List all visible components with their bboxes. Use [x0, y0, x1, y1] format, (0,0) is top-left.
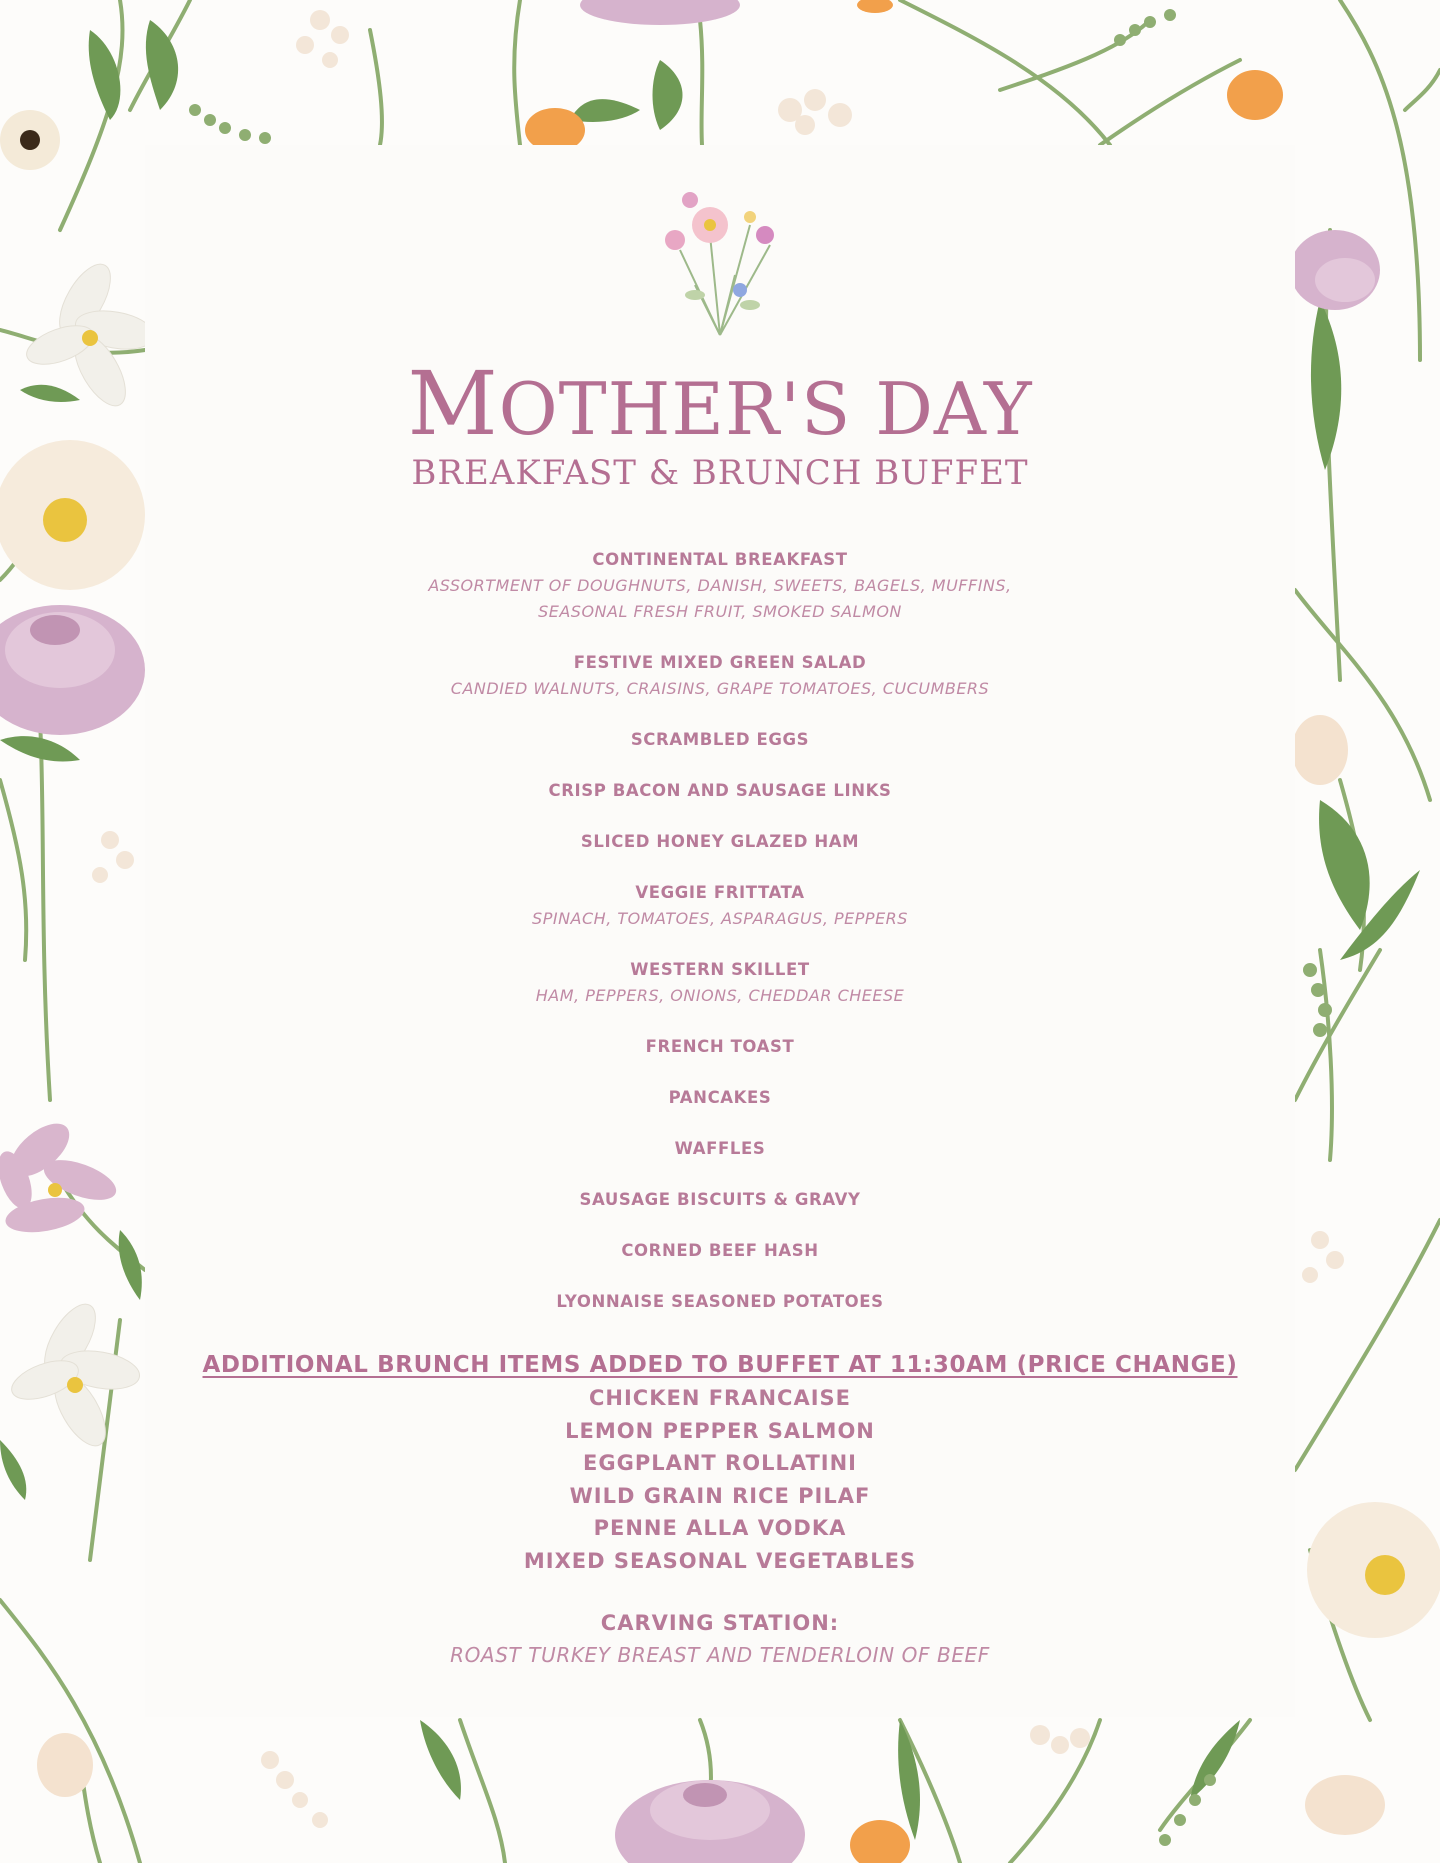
menu-card: [145, 145, 1295, 1717]
menu-item-name: SAUSAGE BISCUITS & GRAVY: [579, 1190, 861, 1209]
menu-item-name: CORNED BEEF HASH: [621, 1241, 819, 1260]
menu-item: [145, 778, 1295, 804]
additional-item: CHICKEN FRANCAISE: [588, 1386, 851, 1410]
menu-item: [145, 547, 1295, 625]
menu-list: [145, 547, 1295, 1340]
carving-station-heading: CARVING STATION:: [600, 1611, 840, 1635]
menu-item: [145, 1034, 1295, 1060]
menu-item-description: HAM, PEPPERS, ONIONS, CHEDDAR CHEESE: [535, 986, 905, 1005]
bouquet-illustration: [640, 175, 800, 340]
menu-item-name: LYONNAISE SEASONED POTATOES: [556, 1292, 884, 1311]
menu-item-name: PANCAKES: [668, 1088, 772, 1107]
additional-items-heading: ADDITIONAL BRUNCH ITEMS ADDED TO BUFFET AT 11:30AM (PRICE CHANGE): [202, 1352, 1238, 1378]
page-title: MOTHER'S DAY: [407, 352, 1033, 455]
additional-items-section: [145, 1348, 1295, 1577]
menu-item: [145, 1136, 1295, 1162]
menu-item-name: WESTERN SKILLET: [630, 960, 810, 979]
menu-item-name: SCRAMBLED EGGS: [630, 730, 810, 749]
menu-item-name: VEGGIE FRITTATA: [635, 883, 805, 902]
menu-item: [145, 1238, 1295, 1264]
menu-item-name: FRENCH TOAST: [645, 1037, 795, 1056]
carving-station-description: ROAST TURKEY BREAST AND TENDERLOIN OF BEEF: [450, 1643, 990, 1667]
menu-item: [145, 1289, 1295, 1315]
additional-item: EGGPLANT ROLLATINI: [583, 1451, 857, 1475]
menu-item: [145, 880, 1295, 932]
menu-item-description: SEASONAL FRESH FRUIT, SMOKED SALMON: [538, 602, 902, 621]
menu-item-description: CANDIED WALNUTS, CRAISINS, GRAPE TOMATOES, CUCUMBERS: [450, 679, 990, 698]
menu-item: [145, 829, 1295, 855]
menu-item: [145, 1085, 1295, 1111]
menu-item-name: FESTIVE MIXED GREEN SALAD: [573, 653, 867, 672]
additional-item: PENNE ALLA VODKA: [593, 1516, 847, 1540]
menu-item-description: SPINACH, TOMATOES, ASPARAGUS, PEPPERS: [532, 909, 908, 928]
menu-item-name: CRISP BACON AND SAUSAGE LINKS: [548, 781, 892, 800]
carving-station-section: [145, 1607, 1295, 1671]
menu-item: [145, 650, 1295, 702]
menu-item-name: CONTINENTAL BREAKFAST: [592, 550, 848, 569]
additional-item: LEMON PEPPER SALMON: [565, 1418, 875, 1443]
page-subtitle: BREAKFAST & BRUNCH BUFFET: [411, 453, 1029, 493]
menu-item: [145, 727, 1295, 753]
additional-item: WILD GRAIN RICE PILAF: [569, 1483, 871, 1508]
additional-item: MIXED SEASONAL VEGETABLES: [523, 1548, 917, 1573]
menu-item-name: SLICED HONEY GLAZED HAM: [580, 832, 860, 851]
menu-item-name: WAFFLES: [674, 1139, 766, 1158]
menu-item: [145, 957, 1295, 1009]
menu-item-description: ASSORTMENT OF DOUGHNUTS, DANISH, SWEETS, BAGELS, MUFFINS,: [428, 576, 1012, 595]
menu-item: [145, 1187, 1295, 1213]
